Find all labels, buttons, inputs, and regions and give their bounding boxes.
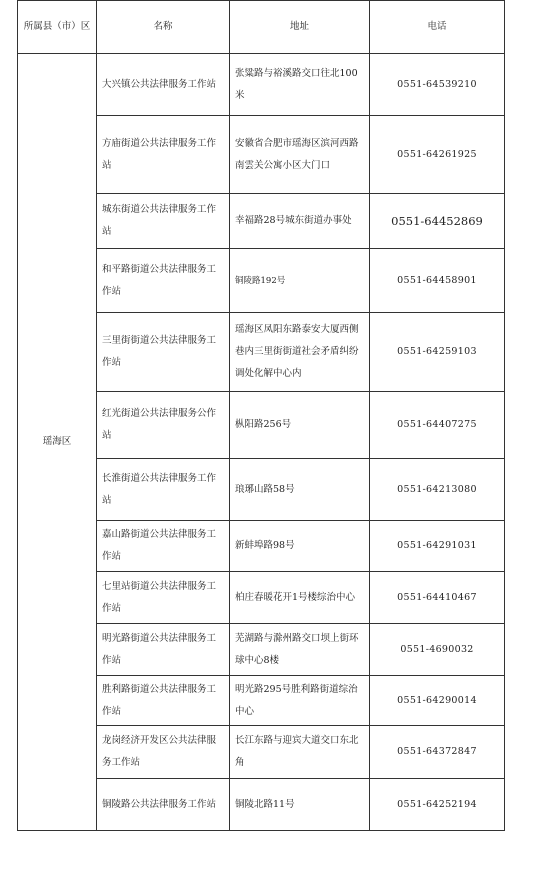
header-county: 所属县（市）区 <box>18 1 97 54</box>
station-phone: 0551-64252194 <box>370 779 505 831</box>
station-phone: 0551-64372847 <box>370 726 505 779</box>
station-name: 长淮街道公共法律服务工作站 <box>97 459 230 521</box>
header-row <box>18 1 505 54</box>
station-phone: 0551-64259103 <box>370 313 505 392</box>
station-phone: 0551-64213080 <box>370 459 505 521</box>
header-address: 地址 <box>230 1 370 54</box>
station-name: 龙岗经济开发区公共法律服务工作站 <box>97 726 230 779</box>
station-phone: 0551-4690032 <box>370 624 505 676</box>
station-address: 新蚌埠路98号 <box>230 521 370 572</box>
station-phone: 0551-64539210 <box>370 54 505 116</box>
station-name: 明光路街道公共法律服务工作站 <box>97 624 230 676</box>
station-address: 铜陵北路11号 <box>230 779 370 831</box>
service-station-table <box>17 0 505 831</box>
station-name: 大兴镇公共法律服务工作站 <box>97 54 230 116</box>
station-name: 胜利路街道公共法律服务工作站 <box>97 676 230 726</box>
station-address: 铜陵路192号 <box>230 249 370 313</box>
station-phone: 0551-64261925 <box>370 116 505 194</box>
station-name: 三里街街道公共法律服务工作站 <box>97 313 230 392</box>
station-name: 七里站街道公共法律服务工作站 <box>97 572 230 624</box>
station-address: 安徽省合肥市瑶海区滨河西路南雲关公寓小区大门口 <box>230 116 370 194</box>
station-name: 铜陵路公共法律服务工作站 <box>97 779 230 831</box>
county-cell: 瑶海区 <box>18 54 97 831</box>
station-phone: 0551-64452869 <box>370 194 505 249</box>
station-name: 城东街道公共法律服务工作站 <box>97 194 230 249</box>
station-name: 红光街道公共法律服务公作站 <box>97 392 230 459</box>
station-phone: 0551-64410467 <box>370 572 505 624</box>
station-address: 芜湖路与滁州路交口坝上街环球中心8楼 <box>230 624 370 676</box>
station-address: 长江东路与迎宾大道交口东北角 <box>230 726 370 779</box>
station-address: 张粱路与裕溪路交口往北100米 <box>230 54 370 116</box>
station-address: 枞阳路256号 <box>230 392 370 459</box>
header-phone: 电话 <box>370 1 505 54</box>
table-row <box>18 54 505 116</box>
station-address: 琅琊山路58号 <box>230 459 370 521</box>
station-address: 柏庄春暖花开1号楼综治中心 <box>230 572 370 624</box>
station-address: 瑶海区凤阳东路泰安大厦西侧巷内三里街街道社会矛盾纠纷调处化解中心内 <box>230 313 370 392</box>
station-name: 方庙街道公共法律服务工作站 <box>97 116 230 194</box>
station-phone: 0551-64407275 <box>370 392 505 459</box>
station-name: 和平路街道公共法律服务工作站 <box>97 249 230 313</box>
station-phone: 0551-64290014 <box>370 676 505 726</box>
station-phone: 0551-64291031 <box>370 521 505 572</box>
station-name: 嘉山路街道公共法律服务工作站 <box>97 521 230 572</box>
station-address: 明光路295号胜利路街道综治中心 <box>230 676 370 726</box>
header-name: 名称 <box>97 1 230 54</box>
station-phone: 0551-64458901 <box>370 249 505 313</box>
station-address: 幸福路28号城东街道办事处 <box>230 194 370 249</box>
